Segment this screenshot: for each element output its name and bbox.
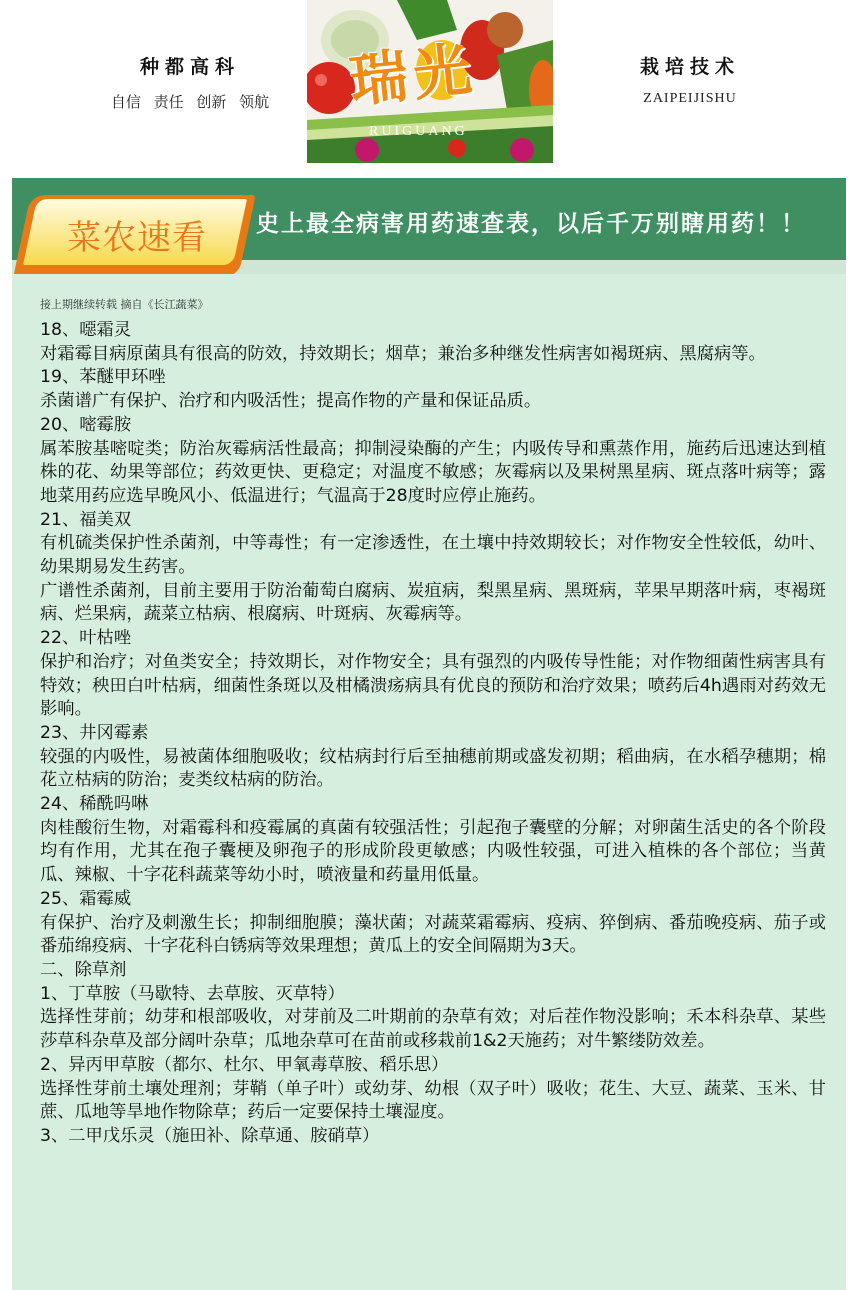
item-description: 广谱性杀菌剂，目前主要用于防治葡萄白腐病、炭疽病，梨黑星病、黑斑病，苹果早期落叶病，枣褐斑病、烂果病，蔬菜立枯病、根腐病、叶斑病、灰霉病等。 [40,580,826,625]
article-body [40,319,826,1149]
item-heading: 18、噁霜灵 [40,320,132,340]
item-heading: 24、稀酰吗啉 [40,794,149,815]
item-heading: 20、嘧霉胺 [40,414,132,435]
item-description: 杀菌谱广有保护、治疗和内吸活性；提高作物的产量和保证品质。 [40,391,542,412]
item-description: 属苯胺基嘧啶类；防治灰霉病活性最高；抑制浸染酶的产生；内吸传导和熏蒸作用，施药后迅速达到植株的花、幼果等部位；药效更快、更稳定；对温度不敏感；灰霉病以及果树黑星病、斑点落叶病等；露地菜用药应选早晚风小、低温进行；气温高于28度时应停止施药。 [40,438,826,506]
section-name: 栽培技术 [639,56,740,78]
company-brand [60,52,320,112]
item-heading: 3、二甲戊乐灵（施田补、除草通、胺硝草） [40,1125,380,1146]
item-description: 对霜霉目病原菌具有很高的防效，持效期长；烟草；兼治多种继发性病害如褐斑病、黑腐病等。 [40,343,766,364]
header [0,0,860,175]
section-brand [600,52,780,107]
item-description: 有保护、治疗及刺激生长；抑制细胞膜；藻状菌；对蔬菜霜霉病、疫病、猝倒病、番茄晚疫病、茄子或番茄绵疫病、十字花科白锈病等效果理想；黄瓜上的安全间隔期为3天。 [40,912,826,957]
item-description: 保护和治疗；对鱼类安全；持效期长，对作物安全；具有强烈的内吸传导性能；对作物细菌性病害具有特效；秧田白叶枯病，细菌性条斑以及柑橘溃疡病具有优良的预防和治疗效果；喷药后4h遇雨对药效无影响。 [40,651,826,720]
item-heading: 25、霜霉威 [40,888,132,909]
logo-text: 瑞光 [346,34,481,116]
item-description: 有机硫类保护性杀菌剂，中等毒性；有一定渗透性，在土壤中持效期较长；对作物安全性较低，幼叶、幼果期易发生药害。 [40,533,826,578]
item-heading: 2、异丙甲草胺（都尔、杜尔、甲氧毒草胺、稻乐思） [40,1054,449,1075]
headline-title: 史上最全病害用药速查表，以后千万别瞎用药！！ [256,211,806,237]
logo-subtext: RUIGUANG [369,124,468,139]
company-name: 种都高科 [139,56,240,78]
item-heading: 23、井冈霉素 [40,722,149,743]
section-heading: 二、除草剂 [40,959,127,980]
item-heading: 22、叶枯唑 [40,628,132,649]
item-description: 肉桂酸衍生物，对霜霉科和疫霉属的真菌有较强活性；引起孢子囊壁的分解；对卵菌生活史的各个阶段均有作用，尤其在孢子囊梗及卵孢子的形成阶段更敏感；内吸性较强，可进入植株的各个部位；当黄瓜、辣椒、十字花科蔬菜等幼小时，喷液量和药量用低量。 [40,817,826,886]
source-note: 接上期继续转载 摘自《长江蔬菜》 [40,298,209,311]
company-motto: 自信 责任 创新 领航 [110,93,270,111]
item-heading: 19、苯醚甲环唑 [40,367,166,388]
item-description: 选择性芽前；幼芽和根部吸收，对芽前及二叶期前的杂草有效；对后茬作物没影响；禾本科杂草、某些莎草科杂草及部分阔叶杂草；瓜地杂草可在苗前或移栽前1&2天施药；对牛繁缕防效差。 [40,1007,826,1052]
ruiguang-logo [307,0,553,163]
section-pinyin: ZAIPEIJISHU [643,91,737,106]
item-description: 选择性芽前土壤处理剂；芽鞘（单子叶）或幼芽、幼根（双子叶）吸收；花生、大豆、蔬菜、玉米、甘蔗、瓜地等旱地作物除草；药后一定要保持土壤湿度。 [40,1078,826,1123]
item-description: 较强的内吸性，易被菌体细胞吸收；纹枯病封行后至抽穗前期或盛发初期；稻曲病，在水稻孕穗期；棉花立枯病的防治；麦类纹枯病的防治。 [40,746,826,791]
tag-label: 菜农速看 [67,218,207,258]
item-heading: 21、福美双 [40,509,132,530]
item-heading: 1、丁草胺（马歇特、去草胺、灭草特） [40,983,345,1004]
